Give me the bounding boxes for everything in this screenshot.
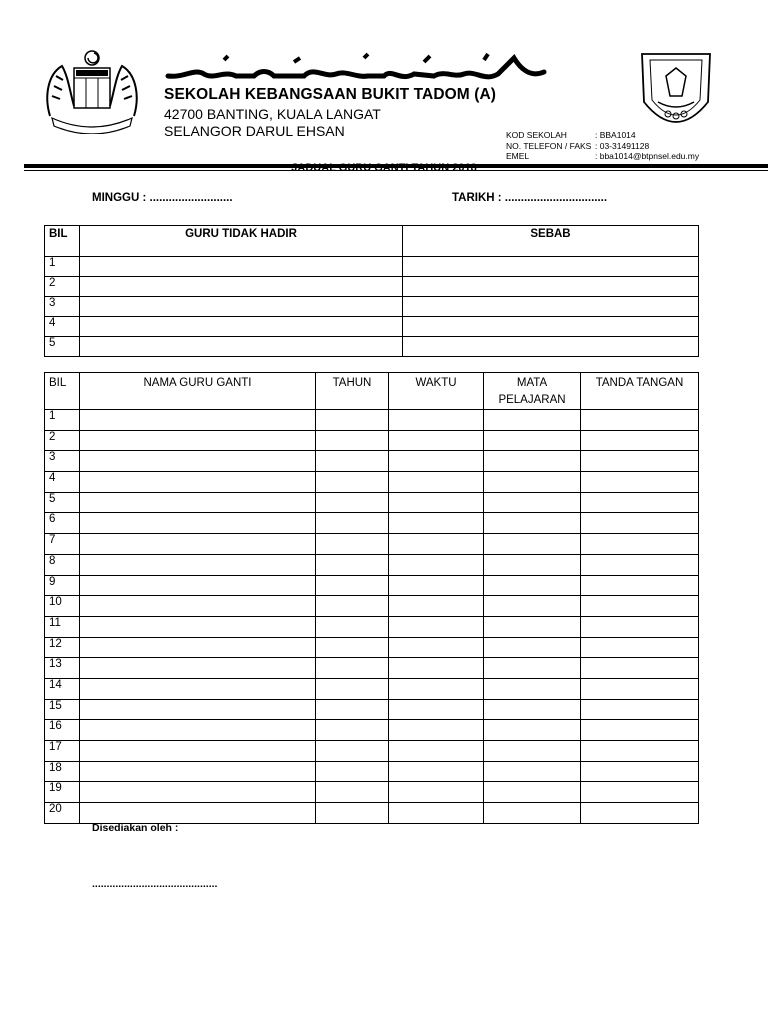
contact-value: : 03-31491128 [595, 140, 650, 151]
table-cell [316, 492, 389, 513]
table-cell [581, 596, 699, 617]
table-cell [316, 472, 389, 493]
absent-teachers-table [44, 225, 699, 357]
header-rule-thin [24, 170, 768, 171]
contact-label: NO. TELEFON / FAKS [506, 140, 592, 151]
table-row [45, 472, 699, 493]
table-cell [581, 575, 699, 596]
table-cell [484, 699, 581, 720]
table-cell [403, 317, 699, 337]
table-cell [389, 658, 484, 679]
table-cell [316, 430, 389, 451]
table-cell [80, 534, 316, 555]
table-row [45, 430, 699, 451]
table-cell [581, 761, 699, 782]
table-cell [581, 554, 699, 575]
table-header-row [45, 226, 699, 257]
table-cell [484, 616, 581, 637]
tarikh-field: TARIKH : ................................ [452, 192, 608, 204]
table-cell [484, 554, 581, 575]
table-row [45, 678, 699, 699]
column-header: WAKTU [389, 373, 484, 410]
table-cell [403, 257, 699, 277]
table-cell [316, 616, 389, 637]
row-number: 13 [45, 658, 80, 679]
column-header: NAMA GURU GANTI [80, 373, 316, 410]
table-cell [80, 803, 316, 824]
table-cell [316, 782, 389, 803]
table-cell [80, 637, 316, 658]
row-number: 11 [45, 616, 80, 637]
column-header: SEBAB [403, 226, 699, 257]
table-cell [80, 782, 316, 803]
row-number: 17 [45, 741, 80, 762]
table-cell [316, 637, 389, 658]
table-cell [389, 472, 484, 493]
table-cell [80, 596, 316, 617]
table-cell [484, 761, 581, 782]
table-cell [389, 513, 484, 534]
table-cell [316, 741, 389, 762]
prepared-by-label: Disediakan oleh : [92, 822, 179, 834]
table-row [45, 277, 699, 297]
table-cell [316, 803, 389, 824]
table-cell [581, 410, 699, 431]
signature-line: ........................................... [92, 878, 218, 890]
table-cell [80, 761, 316, 782]
table-cell [389, 803, 484, 824]
table-cell [389, 534, 484, 555]
contact-info [506, 130, 699, 162]
table-cell [581, 658, 699, 679]
address-line-2: SELANGOR DARUL EHSAN [164, 123, 345, 139]
table-cell [389, 451, 484, 472]
contact-row [506, 130, 699, 141]
table-row [45, 554, 699, 575]
table-cell [316, 575, 389, 596]
table-cell [389, 554, 484, 575]
table-cell [316, 658, 389, 679]
table-cell [484, 492, 581, 513]
table-cell [389, 720, 484, 741]
table-cell [581, 720, 699, 741]
column-header: GURU TIDAK HADIR [80, 226, 403, 257]
table-cell [389, 410, 484, 431]
table-row [45, 317, 699, 337]
row-number: 14 [45, 678, 80, 699]
table-cell [316, 554, 389, 575]
table-cell [484, 782, 581, 803]
table-row [45, 534, 699, 555]
table-cell [316, 534, 389, 555]
table-cell [389, 596, 484, 617]
column-header: TAHUN [316, 373, 389, 410]
row-number: 9 [45, 575, 80, 596]
table-row [45, 451, 699, 472]
row-number: 1 [45, 410, 80, 431]
row-number: 15 [45, 699, 80, 720]
table-cell [80, 616, 316, 637]
table-row [45, 658, 699, 679]
table-cell [80, 277, 403, 297]
column-header: BIL [45, 226, 80, 257]
table-cell [389, 782, 484, 803]
table-cell [484, 575, 581, 596]
address-line-1: 42700 BANTING, KUALA LANGAT [164, 106, 381, 122]
table-cell [316, 761, 389, 782]
table-cell [80, 513, 316, 534]
table-cell [80, 337, 403, 357]
table-cell [80, 699, 316, 720]
table-cell [403, 297, 699, 317]
table-cell [581, 699, 699, 720]
row-number: 6 [45, 513, 80, 534]
table-row [45, 575, 699, 596]
table-cell [80, 658, 316, 679]
row-number: 12 [45, 637, 80, 658]
table-cell [316, 596, 389, 617]
malaysia-coat-of-arms-icon [40, 46, 144, 134]
contact-value: : bba1014@btpnsel.edu.my [595, 151, 700, 161]
table-cell [316, 678, 389, 699]
table-cell [403, 337, 699, 357]
table-cell [80, 554, 316, 575]
row-number: 2 [45, 430, 80, 451]
table-cell [80, 741, 316, 762]
table-cell [581, 492, 699, 513]
table-row [45, 410, 699, 431]
table-cell [316, 720, 389, 741]
table-cell [80, 297, 403, 317]
table-cell [389, 430, 484, 451]
table-cell [80, 472, 316, 493]
table-row [45, 616, 699, 637]
table-cell [80, 317, 403, 337]
table-header-row [45, 373, 699, 410]
table-cell [484, 472, 581, 493]
column-header: BIL [45, 373, 80, 410]
table-row [45, 297, 699, 317]
row-number: 4 [45, 472, 80, 493]
contact-label: KOD SEKOLAH [506, 130, 567, 140]
table-cell [389, 492, 484, 513]
contact-row [506, 141, 699, 152]
table-cell [581, 637, 699, 658]
table-cell [581, 678, 699, 699]
table-cell [581, 513, 699, 534]
row-number: 2 [45, 277, 80, 297]
table-cell [80, 678, 316, 699]
table-cell [484, 678, 581, 699]
table-row [45, 337, 699, 357]
row-number: 7 [45, 534, 80, 555]
jawi-school-name-icon [164, 48, 548, 84]
table-cell [484, 637, 581, 658]
table-cell [484, 741, 581, 762]
row-number: 10 [45, 596, 80, 617]
row-number: 5 [45, 492, 80, 513]
row-number: 1 [45, 257, 80, 277]
table-cell [80, 257, 403, 277]
table-cell [581, 430, 699, 451]
table-cell [484, 803, 581, 824]
table-cell [581, 782, 699, 803]
table-cell [484, 658, 581, 679]
table-cell [316, 513, 389, 534]
contact-label: EMEL [506, 151, 530, 161]
row-number: 19 [45, 782, 80, 803]
table-cell [581, 451, 699, 472]
contact-value: : BBA1014 [595, 130, 636, 140]
table-cell [389, 761, 484, 782]
table-cell [389, 637, 484, 658]
table-cell [80, 575, 316, 596]
table-cell [484, 534, 581, 555]
table-cell [389, 616, 484, 637]
table-cell [484, 451, 581, 472]
table-row [45, 720, 699, 741]
table-cell [403, 277, 699, 297]
row-number: 16 [45, 720, 80, 741]
table-cell [80, 430, 316, 451]
table-cell [389, 741, 484, 762]
table-cell [316, 451, 389, 472]
row-number: 3 [45, 297, 80, 317]
row-number: 20 [45, 803, 80, 824]
school-crest-icon [636, 46, 716, 140]
substitute-teachers-table [44, 372, 699, 824]
table-cell [581, 803, 699, 824]
table-row [45, 803, 699, 824]
table-cell [316, 410, 389, 431]
table-cell [484, 720, 581, 741]
table-cell [581, 472, 699, 493]
row-number: 5 [45, 337, 80, 357]
row-number: 4 [45, 317, 80, 337]
column-header: TANDA TANGAN [581, 373, 699, 410]
table-cell [484, 596, 581, 617]
school-name: SEKOLAH KEBANGSAAN BUKIT TADOM (A) [164, 86, 497, 103]
table-cell [581, 534, 699, 555]
table-cell [389, 575, 484, 596]
row-number: 3 [45, 451, 80, 472]
table-row [45, 492, 699, 513]
minggu-field: MINGGU : .......................... [92, 192, 233, 204]
header-rule [24, 164, 768, 168]
table-cell [316, 699, 389, 720]
table-row [45, 637, 699, 658]
table-cell [80, 451, 316, 472]
table-cell [80, 410, 316, 431]
table-row [45, 761, 699, 782]
table-cell [80, 720, 316, 741]
table-row [45, 741, 699, 762]
table-row [45, 782, 699, 803]
table-cell [581, 741, 699, 762]
table-cell [389, 678, 484, 699]
column-header: MATA PELAJARAN [484, 373, 581, 410]
table-cell [484, 513, 581, 534]
row-number: 8 [45, 554, 80, 575]
table-row [45, 513, 699, 534]
table-cell [484, 430, 581, 451]
table-cell [484, 410, 581, 431]
table-cell [581, 616, 699, 637]
table-row [45, 699, 699, 720]
table-cell [389, 699, 484, 720]
table-cell [80, 492, 316, 513]
row-number: 18 [45, 761, 80, 782]
table-row [45, 257, 699, 277]
table-row [45, 596, 699, 617]
